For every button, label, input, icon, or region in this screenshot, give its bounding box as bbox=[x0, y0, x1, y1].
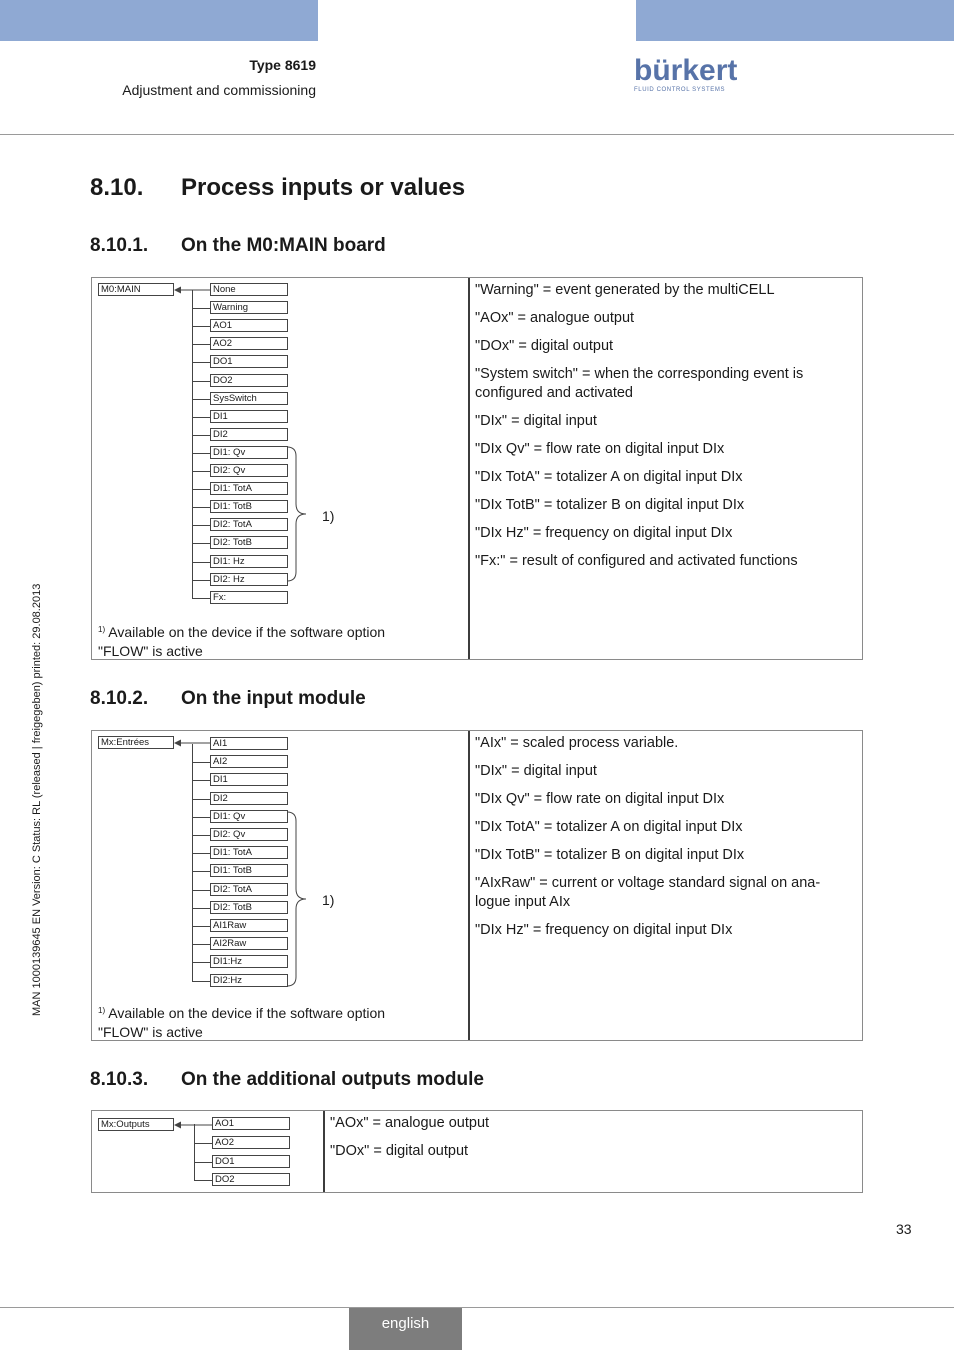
menu-item: DI1: Hz bbox=[210, 555, 288, 568]
tree-connector bbox=[192, 598, 210, 599]
menu-item: DI2: Hz bbox=[210, 573, 288, 586]
description-item: "DIx" = digital input bbox=[475, 413, 597, 429]
input-module-table bbox=[91, 730, 863, 1041]
menu-item: DI2: Qv bbox=[210, 828, 288, 841]
tree-connector bbox=[192, 762, 210, 763]
menu-item: AI2 bbox=[210, 755, 288, 768]
tree-trunk bbox=[192, 290, 193, 598]
menu-item: DI1 bbox=[210, 410, 288, 423]
description-item: "System switch" = when the corresponding event is configured and activated bbox=[475, 366, 804, 401]
menu-root: M0:MAIN bbox=[98, 283, 174, 296]
page-title-number: 8.10. bbox=[90, 174, 144, 201]
document-metadata: MAN 1000139645 EN Version: C Status: RL (released | freigegeben) printed: 29.08.2013 bbox=[31, 583, 43, 1016]
tree-connector bbox=[192, 399, 210, 400]
footnote bbox=[98, 1001, 438, 1042]
header-bar-right bbox=[636, 0, 954, 41]
menu-item: DO2 bbox=[212, 1173, 290, 1186]
arrow-left-icon bbox=[174, 1121, 212, 1129]
tree-connector bbox=[192, 944, 210, 945]
column-divider bbox=[323, 1111, 325, 1192]
document-type: Type 8619 bbox=[249, 57, 316, 73]
description-item: "AIxRaw" = current or voltage standard signal on ana-logue input AIx bbox=[475, 875, 821, 910]
menu-item: DI1: TotA bbox=[210, 846, 288, 859]
description-item: "AOx" = analogue output bbox=[330, 1115, 490, 1131]
tree-connector bbox=[194, 1143, 212, 1144]
description-list bbox=[475, 734, 855, 949]
section-number: 8.10.3. bbox=[90, 1069, 149, 1090]
section-heading-outputs-module bbox=[90, 1069, 484, 1091]
main-board-table bbox=[91, 277, 863, 660]
description-item: "DIx TotB" = totalizer B on digital input DIx bbox=[475, 497, 745, 513]
description-item: "DIx Qv" = flow rate on digital input DIx bbox=[475, 441, 725, 457]
menu-item: Warning bbox=[210, 301, 288, 314]
tree-connector bbox=[192, 308, 210, 309]
page-title bbox=[90, 174, 465, 202]
section-heading-input-module bbox=[90, 688, 366, 710]
section-heading-main-board bbox=[90, 235, 386, 257]
description-item: "DIx Hz" = frequency on digital input DIx bbox=[475, 525, 733, 541]
description-item: "DIx" = digital input bbox=[475, 763, 597, 779]
tree-connector bbox=[194, 1162, 212, 1163]
burkert-logo bbox=[634, 54, 738, 93]
description-item: "DOx" = digital output bbox=[330, 1143, 469, 1159]
tree-connector bbox=[192, 981, 210, 982]
description-item: "AOx" = analogue output bbox=[475, 310, 635, 326]
menu-item: DI2: TotA bbox=[210, 518, 288, 531]
brace-footnote-label: 1) bbox=[322, 892, 335, 908]
menu-item: AI1 bbox=[210, 737, 288, 750]
section-title: On the input module bbox=[181, 688, 366, 709]
menu-item: DO1 bbox=[212, 1155, 290, 1168]
description-item: "DIx TotA" = totalizer A on digital input DIx bbox=[475, 469, 743, 485]
menu-item: DI1: Qv bbox=[210, 810, 288, 823]
tree-connector bbox=[192, 543, 210, 544]
page-title-text: Process inputs or values bbox=[181, 174, 466, 201]
column-divider bbox=[468, 278, 470, 659]
description-item: "DOx" = digital output bbox=[475, 338, 614, 354]
logo-wordmark: bürkert bbox=[634, 54, 738, 87]
tree-connector bbox=[192, 417, 210, 418]
tree-connector bbox=[192, 326, 210, 327]
menu-item: DI1: Qv bbox=[210, 446, 288, 459]
menu-item: AI1Raw bbox=[210, 919, 288, 932]
menu-item: AO1 bbox=[212, 1117, 290, 1130]
outputs-module-table bbox=[91, 1110, 863, 1193]
tree-connector bbox=[192, 853, 210, 854]
menu-item: DO1 bbox=[210, 355, 288, 368]
brace-footnote-label: 1) bbox=[322, 508, 335, 524]
menu-item: AI2Raw bbox=[210, 937, 288, 950]
tree-connector bbox=[192, 780, 210, 781]
logo-tagline: FLUID CONTROL SYSTEMS bbox=[634, 87, 726, 93]
footnote-text: Available on the device if the software option "FLOW" is active bbox=[98, 624, 386, 659]
description-item: "DIx TotA" = totalizer A on digital input DIx bbox=[475, 819, 743, 835]
menu-item: DI2: TotA bbox=[210, 883, 288, 896]
menu-item: DI2:Hz bbox=[210, 974, 288, 987]
menu-item: DI2 bbox=[210, 792, 288, 805]
description-item: "DIx Hz" = frequency on digital input DIx bbox=[475, 922, 733, 938]
column-divider bbox=[468, 731, 470, 1040]
menu-root: Mx:Entrées bbox=[98, 736, 174, 749]
section-title: On the M0:MAIN board bbox=[181, 235, 386, 256]
tree-connector bbox=[192, 871, 210, 872]
footnote-text: Available on the device if the software option "FLOW" is active bbox=[98, 1005, 386, 1040]
description-item: "Warning" = event generated by the multiCELL bbox=[475, 282, 775, 298]
menu-item: None bbox=[210, 283, 288, 296]
tree-connector bbox=[194, 1180, 212, 1181]
menu-item: SysSwitch bbox=[210, 392, 288, 405]
menu-item: AO1 bbox=[210, 319, 288, 332]
footnote-mark: 1) bbox=[98, 625, 106, 634]
section-number: 8.10.1. bbox=[90, 235, 149, 256]
menu-item: DI2: Qv bbox=[210, 464, 288, 477]
tree-connector bbox=[192, 381, 210, 382]
tree-connector bbox=[192, 908, 210, 909]
tree-connector bbox=[192, 507, 210, 508]
menu-item: AO2 bbox=[212, 1136, 290, 1149]
description-list bbox=[330, 1114, 850, 1170]
tree-connector bbox=[192, 453, 210, 454]
language-tab[interactable]: english bbox=[349, 1308, 462, 1350]
brace-icon bbox=[286, 811, 308, 987]
menu-item: DI1: TotA bbox=[210, 482, 288, 495]
menu-item: AO2 bbox=[210, 337, 288, 350]
menu-item: DI1: TotB bbox=[210, 500, 288, 513]
description-item: "DIx TotB" = totalizer B on digital input DIx bbox=[475, 847, 745, 863]
tree-connector bbox=[192, 890, 210, 891]
description-item: "Fx:" = result of configured and activated functions bbox=[475, 553, 798, 569]
menu-item: DI2: TotB bbox=[210, 901, 288, 914]
page-number: 33 bbox=[896, 1221, 912, 1237]
menu-item: DI1 bbox=[210, 773, 288, 786]
description-item: "AIx" = scaled process variable. bbox=[475, 735, 679, 751]
tree-connector bbox=[192, 525, 210, 526]
menu-item: DO2 bbox=[210, 374, 288, 387]
tree-connector bbox=[192, 435, 210, 436]
tree-connector bbox=[192, 817, 210, 818]
tree-connector bbox=[192, 489, 210, 490]
tree-connector bbox=[192, 362, 210, 363]
description-list bbox=[475, 281, 855, 580]
tree-connector bbox=[192, 926, 210, 927]
tree-connector bbox=[192, 962, 210, 963]
menu-item: Fx: bbox=[210, 591, 288, 604]
menu-item: DI1: TotB bbox=[210, 864, 288, 877]
tree-trunk bbox=[192, 744, 193, 981]
section-number: 8.10.2. bbox=[90, 688, 149, 709]
brace-icon bbox=[286, 446, 308, 582]
tree-connector bbox=[192, 580, 210, 581]
footnote bbox=[98, 620, 438, 661]
menu-item: DI2 bbox=[210, 428, 288, 441]
tree-connector bbox=[192, 344, 210, 345]
menu-item: DI2: TotB bbox=[210, 536, 288, 549]
tree-connector bbox=[192, 562, 210, 563]
footnote-mark: 1) bbox=[98, 1006, 106, 1015]
header-bar-left bbox=[0, 0, 318, 41]
footer-divider bbox=[0, 1307, 954, 1308]
tree-connector bbox=[192, 799, 210, 800]
section-title: On the additional outputs module bbox=[181, 1069, 484, 1090]
tree-trunk bbox=[194, 1124, 195, 1180]
header-divider bbox=[0, 134, 954, 135]
menu-root: Mx:Outputs bbox=[98, 1118, 174, 1131]
menu-item: DI1:Hz bbox=[210, 955, 288, 968]
tree-connector bbox=[192, 835, 210, 836]
description-item: "DIx Qv" = flow rate on digital input DIx bbox=[475, 791, 725, 807]
tree-connector bbox=[192, 471, 210, 472]
chapter-subtitle: Adjustment and commissioning bbox=[122, 82, 316, 98]
